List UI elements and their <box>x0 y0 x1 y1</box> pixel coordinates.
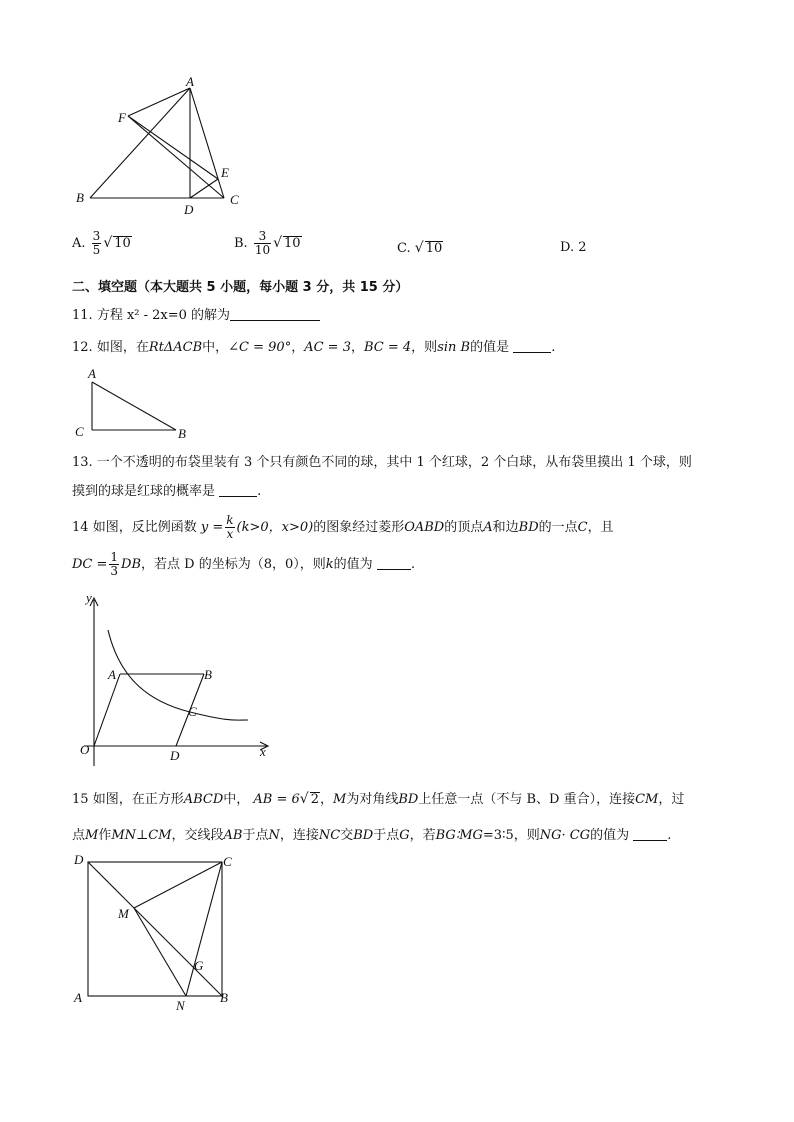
option-label: C. <box>397 241 411 256</box>
q15-square-diagram <box>68 850 248 1020</box>
q15-label-c: C <box>223 854 232 869</box>
answer-blank[interactable] <box>230 308 320 321</box>
section-heading: 二、填空题（本大题共 5 小题，每小题 3 分，共 15 分） <box>72 280 409 295</box>
q14-line1: 14 如图，反比例函数 y = $\frac{k}{x}$ (k>0，x>0)的图象经过菱形OABD的顶点A和边BD的一点C，且 <box>72 513 614 541</box>
q10-option-a <box>72 230 132 257</box>
q10-label-e: E <box>221 165 229 180</box>
q14-label-y: y <box>86 590 92 605</box>
option-value: 2 <box>578 240 587 255</box>
radical-sign: √ <box>103 235 113 251</box>
q15-figure <box>68 850 248 1020</box>
fraction: $\frac{1}{3}$ <box>110 550 119 578</box>
q10-figure <box>70 76 250 216</box>
q10-option-d <box>560 240 587 256</box>
answer-blank[interactable] <box>219 484 257 497</box>
radical-sign: √ <box>273 235 283 251</box>
q15-line2: 点M作MN⊥CM，交线段AB于点N，连接NC交BD于点G，若BG∶MG=3∶5，则NG· CG的值为 . <box>72 828 672 843</box>
q14-label-a: A <box>108 667 116 682</box>
radicand: 10 <box>284 236 301 251</box>
q15-label-n: N <box>176 998 185 1013</box>
q15-label-d: D <box>74 852 84 867</box>
q14-label-x: x <box>260 744 266 759</box>
q14-label-o: O <box>80 742 90 757</box>
q14-label-c: C <box>188 704 197 719</box>
q10-label-a: A <box>186 76 194 89</box>
q10-diagram <box>70 76 250 216</box>
option-label: D. <box>560 240 575 255</box>
q14-label-d: D <box>170 748 180 763</box>
q12-text: 12. 如图，在RtΔACB中，∠C = 90°，AC = 3，BC = 4，则sin B的值是 . <box>72 340 556 355</box>
q14-figure <box>70 590 280 770</box>
q13-line1: 13. 一个不透明的布袋里装有 3 个只有颜色不同的球，其中 1 个红球，2 个白球，从布袋里摸出 1 个球，则 <box>72 455 692 470</box>
q10-label-d: D <box>184 202 194 216</box>
answer-blank[interactable] <box>633 828 667 841</box>
q14-coordinate-diagram <box>70 590 280 770</box>
q14-line2: DC = $\frac{1}{3}$ DB，若点 D 的坐标为（8，0），则k的值为 . <box>72 550 415 578</box>
q10-label-f: F <box>118 110 126 125</box>
q14-label-b: B <box>204 667 212 682</box>
q15-label-m: M <box>118 906 129 921</box>
q11-text: 11. 方程 x² - 2x=0 的解为 <box>72 308 320 324</box>
fraction: $\frac{3}{10}$ <box>254 229 271 257</box>
q12-label-b: B <box>178 426 186 441</box>
radicand: 2 <box>310 792 319 807</box>
q12-label-c: C <box>75 424 84 439</box>
radical-sign: √ <box>299 791 309 807</box>
radical-sign: √ <box>414 240 424 256</box>
q12-label-a: A <box>88 366 96 381</box>
answer-blank[interactable] <box>513 340 551 353</box>
answer-blank[interactable] <box>377 557 411 570</box>
q13-line2: 摸到的球是红球的概率是 . <box>72 484 262 499</box>
q10-label-b: B <box>76 190 84 205</box>
q12-figure <box>70 364 200 444</box>
option-label: B. <box>234 236 248 251</box>
fraction: $\frac{k}{x}$ <box>226 513 234 541</box>
q12-triangle-diagram <box>70 364 200 444</box>
q10-option-c <box>397 240 443 257</box>
radicand: 10 <box>425 241 443 256</box>
q15-label-g: G <box>194 958 204 973</box>
q15-line1: 15 如图，在正方形ABCD中， AB = 6√ 2，M为对角线BD上任意一点（不与 B、D 重合），连接CM，过 <box>72 791 685 807</box>
q10-option-b <box>234 230 302 257</box>
q15-label-b: B <box>220 990 228 1005</box>
fraction: $\frac{3}{5}$ <box>92 229 101 257</box>
option-label: A. <box>72 236 86 251</box>
radicand: 10 <box>114 236 131 251</box>
q15-label-a: A <box>74 990 82 1005</box>
q10-label-c: C <box>230 192 239 207</box>
